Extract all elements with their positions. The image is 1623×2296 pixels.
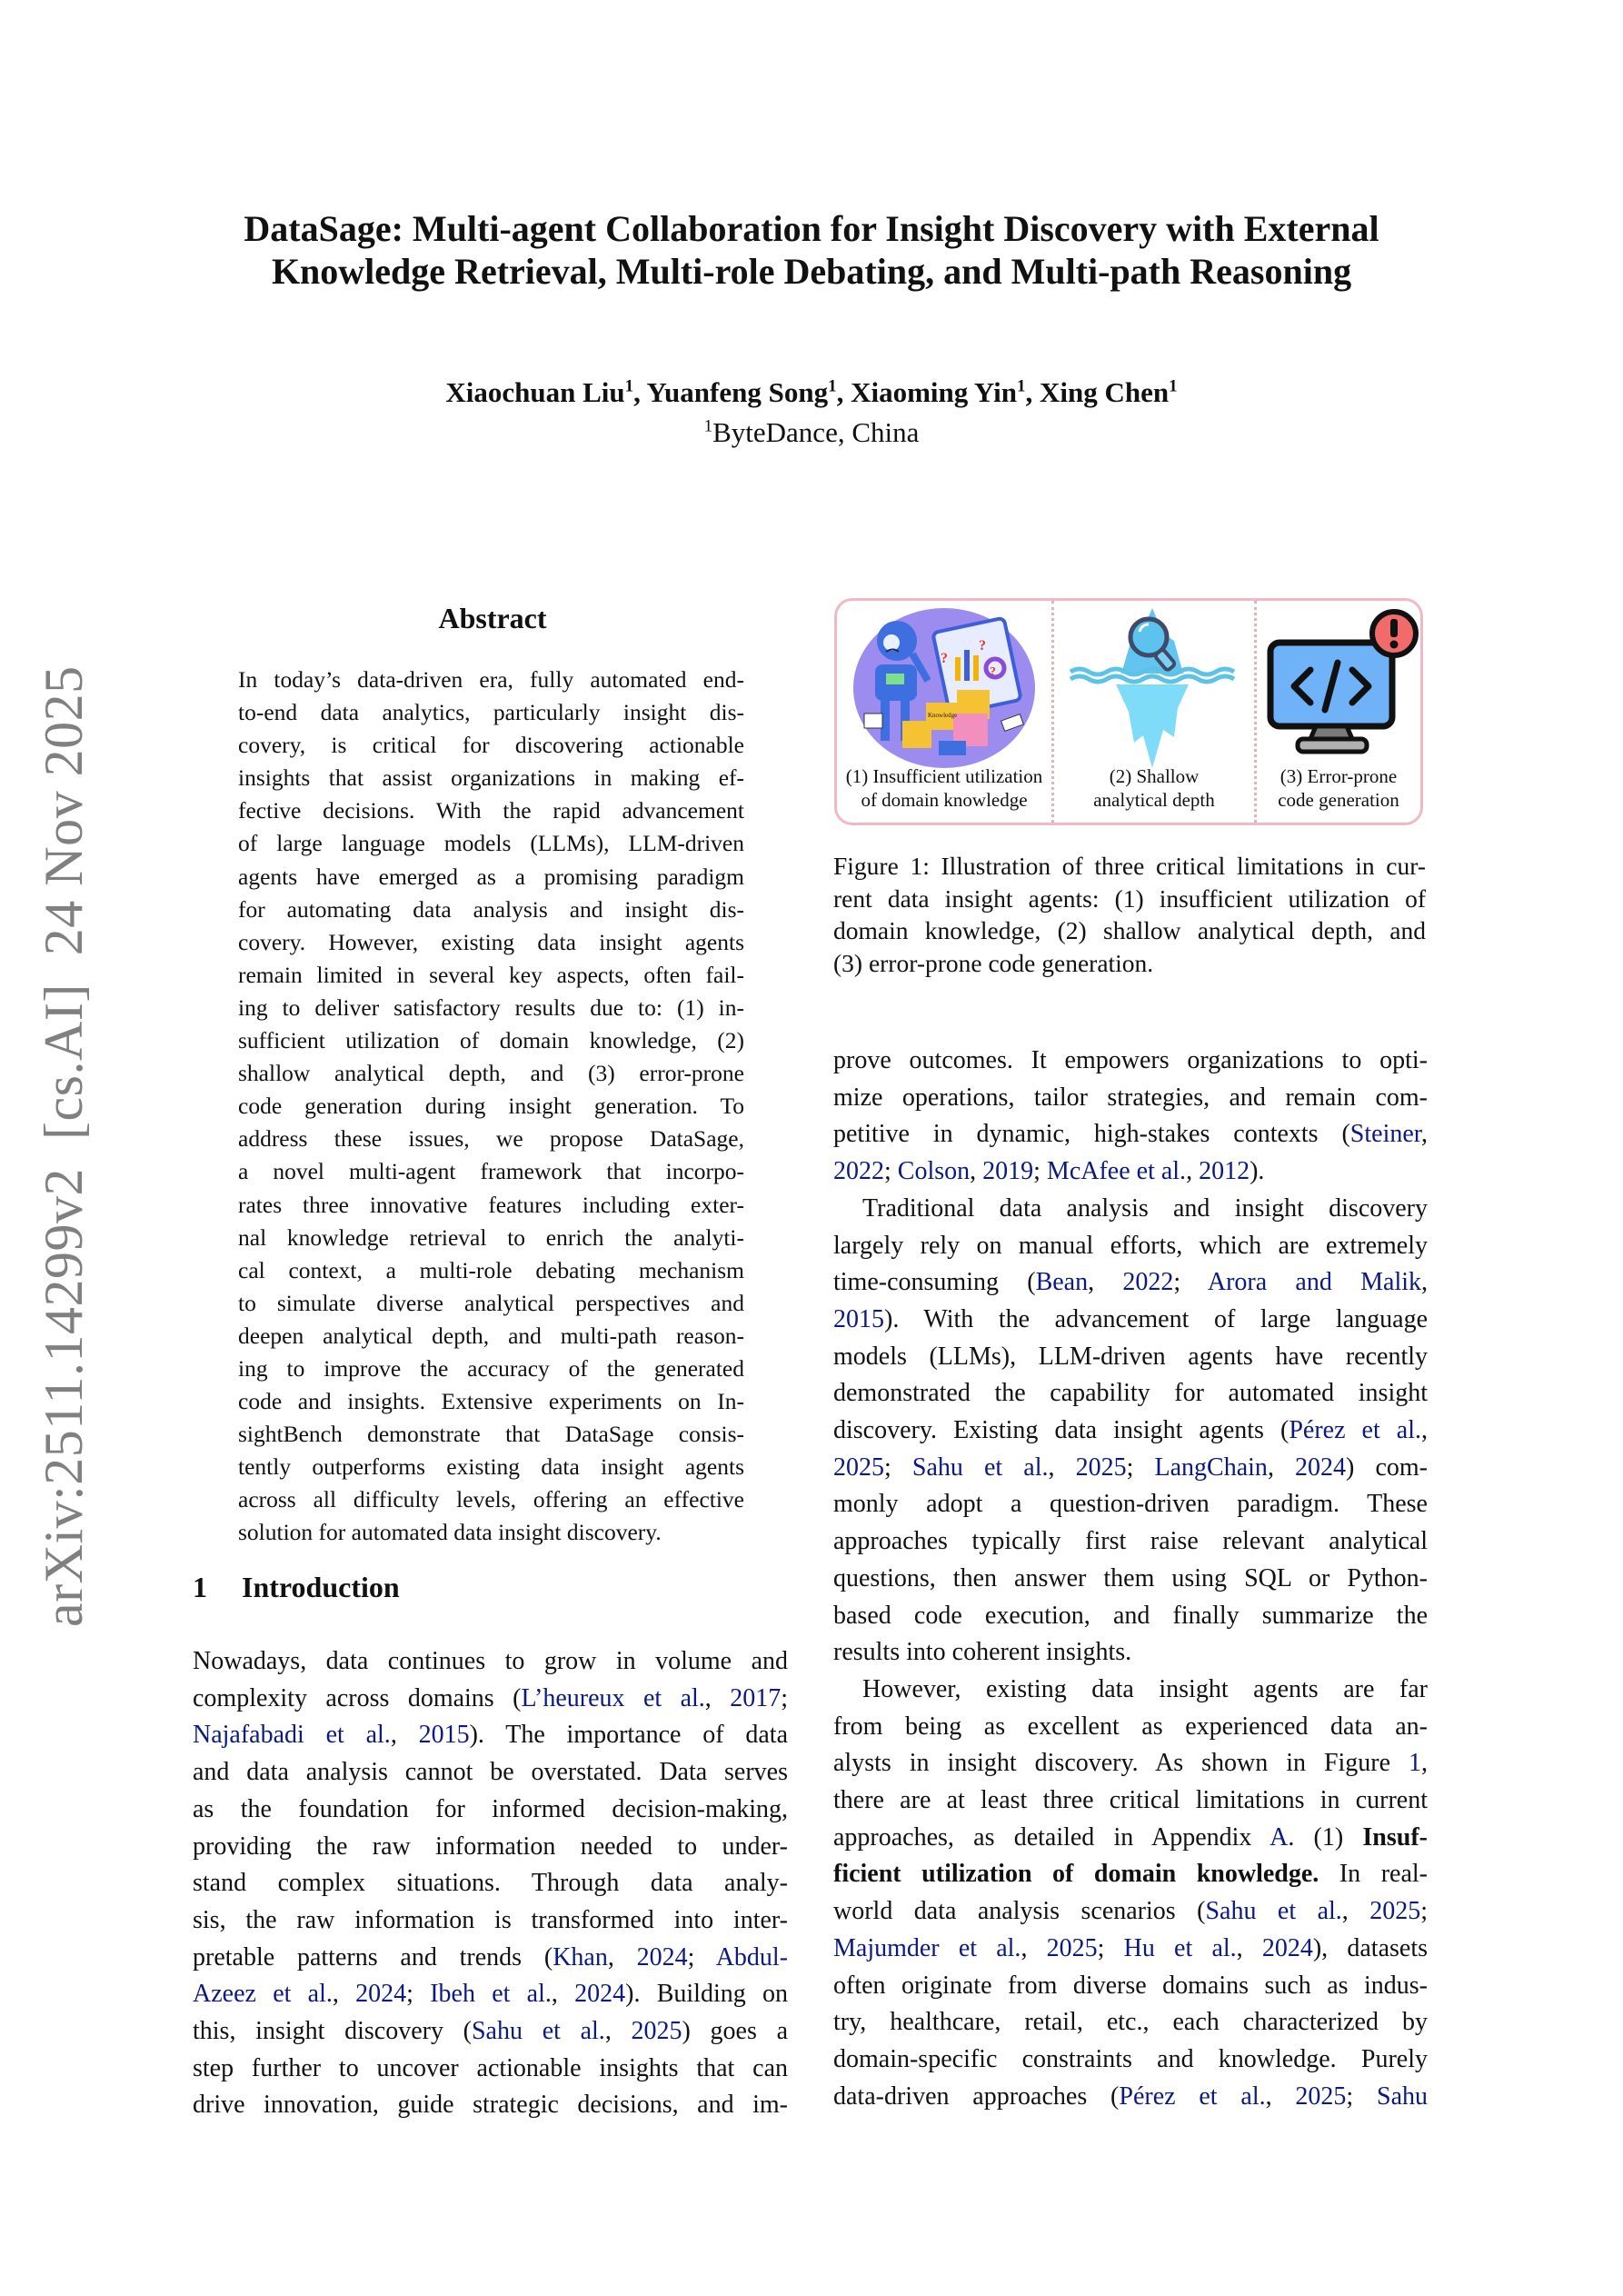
text-line: [833, 1264, 1428, 1302]
text-span: based code execution, and finally summarize the: [833, 1601, 1428, 1630]
text-span: ). The importance of data: [469, 1721, 789, 1750]
text-span: time-consuming (: [833, 1268, 1036, 1297]
text-span: alysts in insight discovery. As shown in Figure: [833, 1749, 1409, 1778]
text-line: (3) error-prone code generation.: [833, 948, 1154, 977]
text-line: [193, 1681, 788, 1718]
citation-link[interactable]: 2025: [833, 1452, 884, 1482]
figure-1: [834, 598, 1423, 825]
monitor-code-error-icon: [1258, 603, 1421, 757]
text-line: [833, 1745, 1428, 1782]
title-line-1: DataSage: Multi-agent Collaboration for Insight Discovery with External: [244, 208, 1379, 249]
citation-link[interactable]: Abdul-: [715, 1942, 789, 1972]
text-span: ;: [884, 1452, 912, 1482]
citation-link[interactable]: Najafabadi et al.: [193, 1721, 391, 1750]
text-line: [833, 1375, 1428, 1413]
citation-link[interactable]: Khan: [553, 1942, 608, 1972]
text-span: stand complex situations. Through data analy-: [193, 1869, 788, 1898]
citation-link[interactable]: 2019: [982, 1157, 1034, 1186]
text-span: ,: [1186, 1157, 1200, 1186]
section-number: 1: [193, 1571, 207, 1603]
text-line: tently outperforms existing data insight agents: [238, 1453, 744, 1481]
text-span: ,: [1048, 1452, 1076, 1482]
citation-link[interactable]: 2012: [1199, 1157, 1250, 1186]
citation-link[interactable]: Arora and Malik: [1207, 1268, 1421, 1297]
text-line: to simulate diverse analytical perspectives and: [238, 1289, 744, 1316]
panel-label-line: of domain knowledge: [861, 789, 1028, 811]
arxiv-stamp: arXiv:2511.14299v2 [cs.AI] 24 Nov 2025: [34, 665, 94, 1627]
text-span: ;: [1420, 1897, 1429, 1926]
text-span: from being as excellent as experienced data an-: [833, 1712, 1428, 1741]
text-span: ;: [1033, 1157, 1047, 1186]
text-span: ,: [332, 1980, 356, 2009]
text-line: sufficient utilization of domain knowledge, (2): [238, 1027, 744, 1054]
text-span: ,: [1341, 1897, 1370, 1926]
text-line: code generation during insight generation. To: [238, 1093, 744, 1120]
citation-link[interactable]: 2025: [1295, 2081, 1347, 2111]
text-line: domain knowledge, (2) shallow analytical depth, and: [833, 916, 1426, 945]
text-span: ,: [704, 1683, 731, 1712]
text-span: data-driven approaches (: [833, 2081, 1120, 2111]
text-span: step further to uncover actionable insights that can: [193, 2053, 788, 2082]
text-line: [833, 1893, 1428, 1931]
text-span: ,: [1236, 1933, 1262, 1962]
citation-link[interactable]: 2024: [1261, 1933, 1313, 1962]
text-span: . (1): [1288, 1822, 1363, 1852]
text-span: models (LLMs), LLM-driven agents have recently: [833, 1342, 1428, 1371]
text-span: this, insight discovery (: [193, 2017, 472, 2046]
text-span: ,: [1421, 1120, 1428, 1149]
citation-link[interactable]: 2025: [1046, 1933, 1098, 1962]
text-line: [833, 1598, 1428, 1635]
text-span: drive innovation, guide strategic decisions, and im-: [193, 2091, 788, 2120]
text-line: [833, 1116, 1428, 1153]
text-line: [193, 2051, 788, 2088]
text-span: ,: [1088, 1268, 1123, 1297]
citation-link[interactable]: 2024: [636, 1942, 688, 1972]
panel-label-line: analytical depth: [1093, 789, 1215, 811]
text-span: often originate from diverse domains such as indus-: [833, 1971, 1428, 2000]
text-line: [833, 1080, 1428, 1117]
citation-link[interactable]: 2025: [1369, 1897, 1421, 1926]
text-line: [833, 1931, 1428, 1968]
text-line: [833, 1968, 1428, 2005]
text-line: Figure 1: Illustration of three critical limitations in cur-: [833, 852, 1426, 880]
text-line: rent data insight agents: (1) insufficient utilization of: [833, 883, 1426, 913]
title-line-2: Knowledge Retrieval, Multi-role Debating, and Multi-path Reasoning: [271, 251, 1352, 292]
affiliation-mark: 1: [703, 416, 713, 436]
citation-link[interactable]: 2024: [355, 1980, 407, 2009]
text-line: [833, 1339, 1428, 1376]
text-line: [833, 1672, 1428, 1709]
citation-link[interactable]: Majumder et al.: [833, 1933, 1021, 1962]
author-name: Yuanfeng Song: [646, 376, 829, 408]
text-line: [193, 1940, 788, 1977]
text-line: [193, 1643, 788, 1681]
text-line: In today’s data-driven era, fully automated end-: [238, 666, 744, 693]
citation-link[interactable]: 2015: [418, 1721, 470, 1750]
text-line: rates three innovative features including exter-: [238, 1191, 744, 1218]
text-span: pretable patterns and trends (: [193, 1942, 553, 1972]
text-line: [833, 1709, 1428, 1746]
text-span: petitive in dynamic, high-stakes contexts (: [833, 1120, 1350, 1149]
text-line: ing to improve the accuracy of the generated: [238, 1354, 744, 1382]
text-span: providing the raw information needed to under-: [193, 1832, 788, 1861]
text-span: In real-: [1319, 1860, 1428, 1889]
text-line: [833, 1523, 1428, 1561]
text-span: ,: [1421, 1268, 1428, 1297]
citation-link[interactable]: Bean: [1035, 1268, 1089, 1297]
text-span: mize operations, tailor strategies, and remain com-: [833, 1083, 1428, 1112]
text-span: ;: [1346, 2081, 1377, 2111]
text-span: ,: [1265, 2081, 1296, 2111]
svg-text:?: ?: [990, 665, 996, 679]
text-line: [193, 1976, 788, 2013]
text-line: [833, 1191, 1428, 1228]
bold-text: Insuf-: [1362, 1822, 1428, 1852]
citation-link[interactable]: 2025: [1075, 1452, 1127, 1482]
text-line: [193, 1865, 788, 1902]
text-span: demonstrated the capability for automated insight: [833, 1379, 1428, 1408]
citation-link[interactable]: Pérez et al.: [1289, 1416, 1421, 1445]
text-line: deepen analytical depth, and multi-path reason-: [238, 1322, 744, 1349]
text-line: solution for automated data insight discovery.: [238, 1519, 662, 1546]
confused-robot-puzzle-icon: [842, 604, 1042, 768]
svg-text:Knowledge: Knowledge: [928, 712, 958, 719]
iceberg-magnifier-icon: [1061, 601, 1243, 774]
text-span: and data analysis cannot be overstated. Data serves: [193, 1758, 788, 1787]
panel-label-line: (3) Error-prone: [1279, 765, 1398, 787]
text-line: [833, 1450, 1428, 1487]
citation-link[interactable]: 1: [1409, 1749, 1421, 1778]
panel-label-3: [1254, 764, 1423, 812]
citation-link[interactable]: 2015: [833, 1304, 884, 1333]
affiliation-text: ByteDance, China: [712, 416, 920, 448]
text-span: ), datasets: [1312, 1933, 1429, 1962]
text-line: [193, 2087, 788, 2124]
text-line: [833, 1820, 1428, 1857]
citation-link[interactable]: 2024: [1295, 1452, 1347, 1482]
text-span: ;: [1126, 1452, 1155, 1482]
text-line: [193, 1902, 788, 1940]
citation-link[interactable]: A: [1270, 1822, 1289, 1852]
text-line: [833, 1302, 1428, 1339]
citation-link[interactable]: Azeez et al.: [193, 1980, 333, 2009]
section-heading-introduction: [193, 1569, 400, 1605]
text-line: [833, 2041, 1428, 2079]
author-affil-mark: 1: [624, 376, 634, 396]
text-line: nal knowledge retrieval to enrich the analyti-: [238, 1223, 744, 1251]
citation-link[interactable]: 2022: [1122, 1268, 1174, 1297]
text-line: covery. However, existing data insight agents: [238, 928, 744, 955]
text-span: monly adopt a question-driven paradigm. These: [833, 1490, 1428, 1519]
text-line: for automating data analysis and insight dis-: [238, 895, 744, 923]
text-span: ;: [687, 1942, 716, 1972]
text-line: [833, 1043, 1428, 1080]
text-line: [193, 2013, 788, 2051]
introduction-right-column: [833, 1043, 1428, 2115]
svg-text:?: ?: [979, 638, 986, 654]
text-span: try, healthcare, retail, etc., each characterized by: [833, 2008, 1428, 2037]
text-line: [193, 1792, 788, 1829]
text-span: ;: [1097, 1933, 1124, 1962]
text-line: code and insights. Extensive experiments on In-: [238, 1388, 744, 1415]
text-line: shallow analytical depth, and (3) error-prone: [238, 1060, 744, 1087]
figure-caption: [833, 850, 1426, 979]
text-span: ) com-: [1346, 1452, 1429, 1482]
text-line: [833, 1634, 1428, 1672]
text-span: ,: [604, 2017, 632, 2046]
citation-link[interactable]: Pérez et al.: [1119, 2081, 1266, 2111]
citation-link[interactable]: LangChain: [1154, 1452, 1268, 1482]
citation-link[interactable]: 2025: [631, 2017, 682, 2046]
citation-link[interactable]: Sahu et al.: [911, 1452, 1049, 1482]
text-line: [833, 2004, 1428, 2041]
text-span: ,: [390, 1721, 419, 1750]
text-line: [833, 1782, 1428, 1820]
citation-link[interactable]: Sahu: [1377, 2081, 1428, 2111]
panel-label-line: (1) Insufficient utilization: [845, 765, 1043, 787]
citation-link[interactable]: Ibeh et al.: [430, 1980, 552, 2009]
text-line: [833, 1561, 1428, 1598]
text-span: largely rely on manual efforts, which are extremely: [833, 1231, 1428, 1260]
text-line: [833, 1856, 1428, 1893]
text-line: [833, 1153, 1428, 1191]
citation-link[interactable]: Steiner: [1349, 1120, 1421, 1149]
bold-text: ficient utilization of domain knowledge.: [833, 1860, 1319, 1889]
text-line: to-end data analytics, particularly insight dis-: [238, 699, 744, 726]
citation-link[interactable]: 2024: [574, 1980, 626, 2009]
text-line: of large language models (LLMs), LLM-driven: [238, 830, 744, 857]
figure-panel-analytical-depth: [1051, 601, 1257, 823]
text-span: ,: [607, 1942, 637, 1972]
text-line: insights that assist organizations in making ef-: [238, 764, 744, 792]
text-span: prove outcomes. It empowers organizations to opti-: [833, 1046, 1428, 1074]
abstract-heading: Abstract: [438, 602, 547, 634]
citation-link[interactable]: Sahu et al.: [471, 2017, 605, 2046]
text-span: ). With the advancement of large language: [884, 1304, 1428, 1333]
citation-link[interactable]: 2022: [833, 1157, 884, 1186]
text-span: ,: [970, 1157, 983, 1186]
text-line: remain limited in several key aspects, often fail-: [238, 961, 744, 988]
figure-panel-code-generation: [1254, 601, 1423, 823]
text-line: fective decisions. With the rapid advancement: [238, 797, 744, 824]
text-span: Traditional data analysis and insight discovery: [862, 1193, 1428, 1223]
text-span: approaches typically first raise relevant analytical: [833, 1527, 1428, 1556]
text-span: sis, the raw information is transformed into inter-: [193, 1905, 788, 1934]
panel-label-line: code generation: [1278, 789, 1399, 811]
text-span: ,: [551, 1980, 575, 2009]
author-affil-mark: 1: [828, 376, 837, 396]
affiliation: [136, 414, 1487, 451]
text-line: [833, 1413, 1428, 1450]
paper-title: [136, 207, 1487, 293]
citation-link[interactable]: McAfee et al.: [1046, 1157, 1187, 1186]
text-span: ;: [781, 1683, 789, 1712]
panel-label-line: (2) Shallow: [1109, 765, 1200, 787]
text-line: [833, 1228, 1428, 1265]
text-span: ,: [1021, 1933, 1047, 1962]
text-span: ). Building on: [625, 1980, 788, 2009]
text-span: approaches, as detailed in Appendix: [833, 1822, 1270, 1852]
text-line: a novel multi-agent framework that incorpo-: [238, 1158, 744, 1185]
author-name: Xiaochuan Liu: [445, 376, 625, 408]
abstract-body: [238, 664, 744, 1550]
text-span: discovery. Existing data insight agents (: [833, 1416, 1289, 1445]
citation-link[interactable]: L’heureux et al.: [521, 1683, 705, 1712]
text-span: results into coherent insights.: [833, 1638, 1132, 1667]
text-line: [193, 1717, 788, 1754]
svg-text:?: ?: [941, 651, 948, 666]
text-span: Nowadays, data continues to grow in volume and: [193, 1647, 788, 1675]
text-span: However, existing data insight agents are far: [862, 1674, 1428, 1703]
text-line: covery, is critical for discovering actionable: [238, 732, 744, 759]
panel-label-2: [1054, 764, 1254, 812]
text-line: address these issues, we propose DataSage,: [238, 1125, 744, 1153]
text-span: ;: [884, 1157, 898, 1186]
text-span: there are at least three critical limitations in current: [833, 1786, 1428, 1815]
text-line: ing to deliver satisfactory results due to: (1) in-: [238, 993, 744, 1021]
citation-link[interactable]: Hu et al.: [1123, 1933, 1237, 1962]
text-line: [193, 1829, 788, 1866]
text-span: ) goes a: [682, 2017, 788, 2046]
text-line: [833, 2079, 1428, 2116]
citation-link[interactable]: 2017: [730, 1683, 782, 1712]
figure-panel-domain-knowledge: [837, 601, 1051, 823]
text-span: ).: [1250, 1157, 1265, 1186]
author-name: Xing Chen: [1039, 376, 1170, 408]
text-line: cal context, a multi-role debating mechanism: [238, 1256, 744, 1283]
text-span: questions, then answer them using SQL or Python-: [833, 1563, 1428, 1592]
text-line: [833, 1486, 1428, 1523]
author-affil-mark: 1: [1016, 376, 1026, 396]
author-affil-mark: 1: [1169, 376, 1178, 396]
panel-label-1: [837, 764, 1051, 812]
text-span: domain-specific constraints and knowledge. Purely: [833, 2044, 1428, 2073]
section-title: Introduction: [242, 1571, 400, 1603]
text-line: across all difficulty levels, offering an effective: [238, 1486, 744, 1513]
text-span: ,: [1421, 1749, 1428, 1778]
text-span: complexity across domains (: [193, 1683, 522, 1712]
author-list: Xiaochuan Liu$^1$, Yuanfeng Song$^1$, Xiaoming Yin$^1$, Xing Chen$^1$: [445, 376, 1178, 408]
text-span: world data analysis scenarios (: [833, 1897, 1206, 1926]
text-span: ;: [1173, 1268, 1208, 1297]
text-line: [193, 1754, 788, 1792]
citation-link[interactable]: Sahu et al.: [1205, 1897, 1342, 1926]
text-span: ,: [1267, 1452, 1296, 1482]
introduction-left-column: [193, 1643, 788, 2124]
text-span: as the foundation for informed decision-making,: [193, 1794, 788, 1823]
citation-link[interactable]: Colson: [897, 1157, 971, 1186]
author-name: Xiaoming Yin: [851, 376, 1017, 408]
text-span: ,: [1421, 1416, 1428, 1445]
text-line: sightBench demonstrate that DataSage consis-: [238, 1421, 744, 1448]
text-line: agents have emerged as a promising paradigm: [238, 863, 744, 890]
text-span: ;: [406, 1980, 431, 2009]
